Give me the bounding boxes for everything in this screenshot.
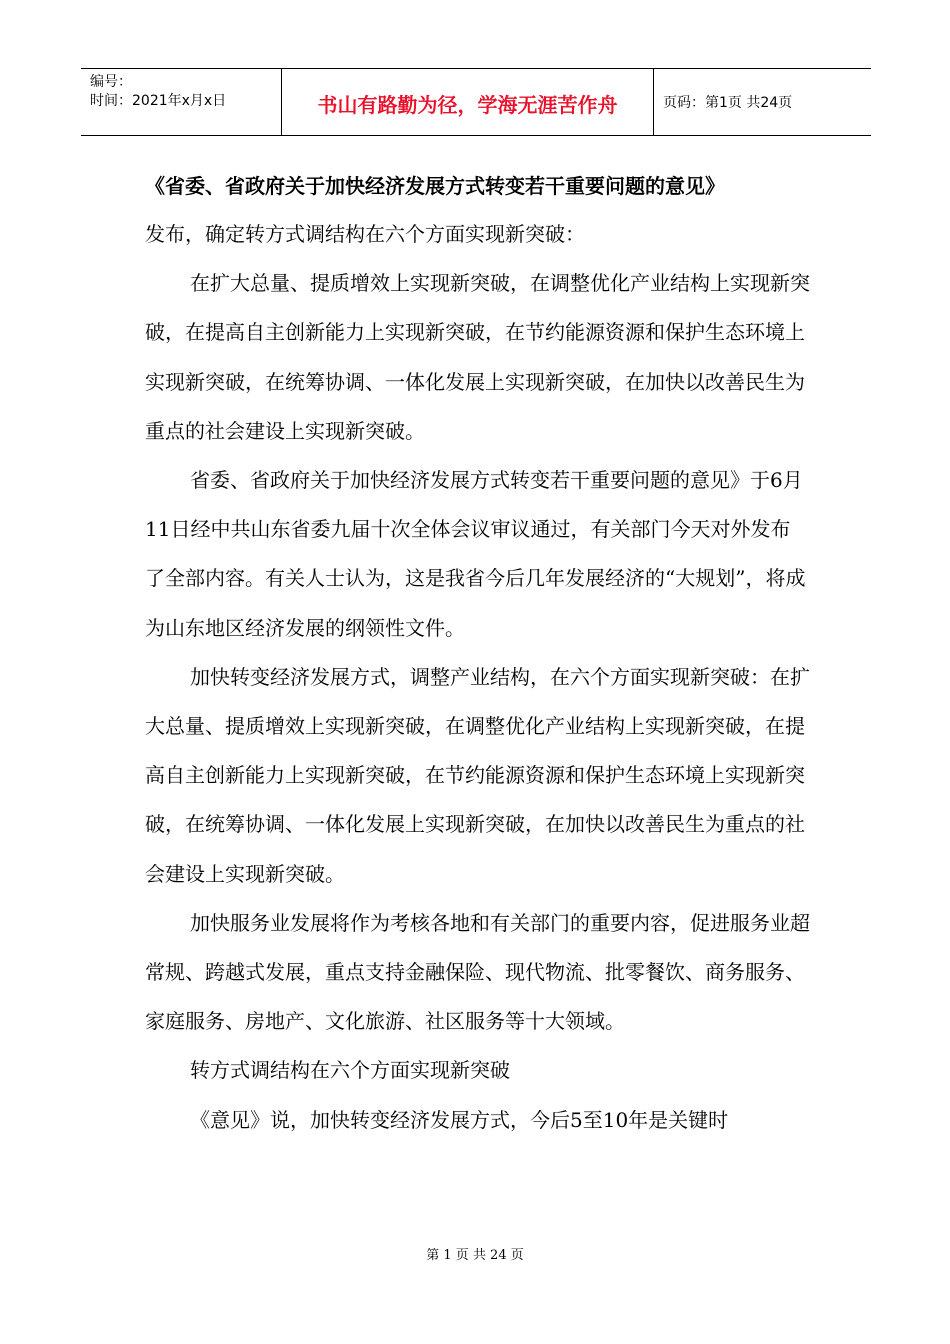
document-title: 《省委、省政府关于加快经济发展方式转变若干重要问题的意见》	[145, 174, 725, 198]
page-header	[81, 68, 871, 136]
document-time: 时间：2021年x月x日	[90, 93, 227, 109]
header-meta	[81, 69, 282, 135]
paragraph: 《意见》说，加快转变经济发展方式，今后5至10年是关键时	[190, 1107, 729, 1132]
header-page-info: 页码：第1页 共24页	[663, 95, 793, 111]
paragraph: 发布，确定转方式调结构在六个方面实现新突破：	[145, 222, 585, 246]
header-motto: 书山有路勤为径，学海无涯苦作舟	[282, 69, 654, 135]
page-footer: 第 1 页 共 24 页	[426, 1248, 524, 1263]
document-body	[145, 162, 810, 1145]
section-heading: 转方式调结构在六个方面实现新突破	[190, 1058, 510, 1083]
paragraph: 加快服务业发展将作为考核各地和有关部门的重要内容，促进服务业超常规、跨越式发展，重点支持金融保险、现代物流、批零餐饮、商务服务、家庭服务、房地产、文化旅游、社区服务等十大领域。	[145, 910, 810, 1034]
document-number: 编号：	[90, 74, 132, 90]
paragraph: 省委、省政府关于加快经济发展方式转变若干重要问题的意见》于6月11日经中共山东省委九届十次全体会议审议通过，有关部门今天对外发布了全部内容。有关人士认为，这是我省今后几年发展经济的“大规划”，将成为山东地区经济发展的纲领性文件。	[145, 468, 806, 640]
paragraph: 加快转变经济发展方式，调整产业结构，在六个方面实现新突破：在扩大总量、提质增效上实现新突破，在调整优化产业结构上实现新突破，在提高自主创新能力上实现新突破，在节约能源资源和保护生态环境上实现新突破，在统筹协调、一体化发展上实现新突破，在加快以改善民生为重点的社会建设上实现新突破。	[145, 664, 810, 886]
paragraph: 在扩大总量、提质增效上实现新突破，在调整优化产业结构上实现新突破，在提高自主创新能力上实现新突破，在节约能源资源和保护生态环境上实现新突破，在统筹协调、一体化发展上实现新突破，在加快以改善民生为重点的社会建设上实现新突破。	[145, 271, 810, 443]
